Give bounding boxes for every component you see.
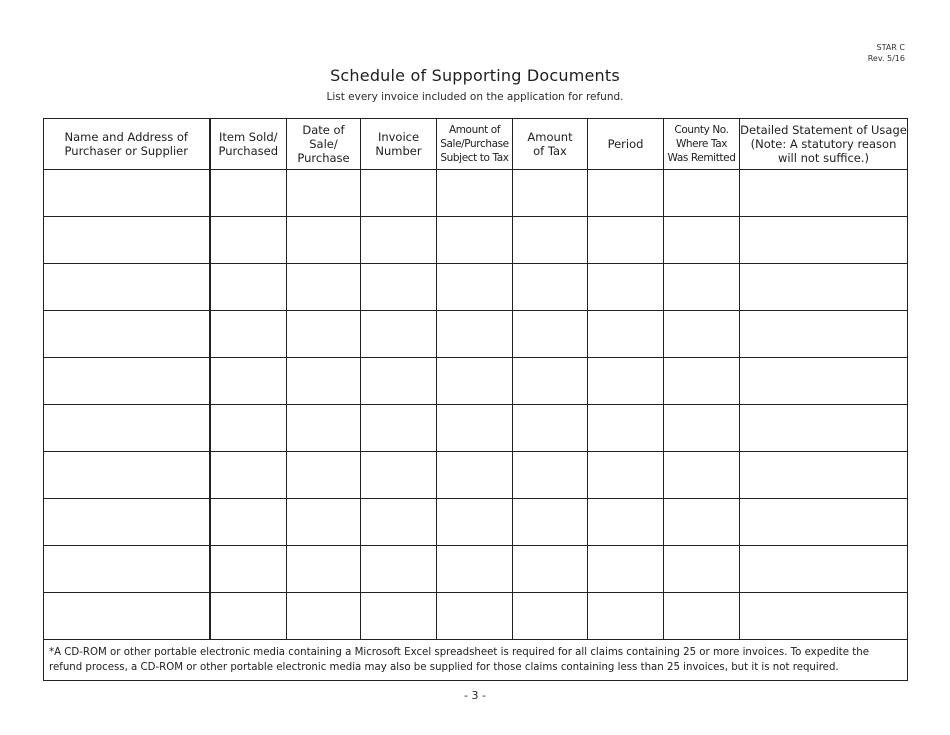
table-cell[interactable] — [513, 311, 588, 358]
table-cell[interactable] — [210, 593, 287, 640]
table-cell[interactable] — [740, 217, 908, 264]
table-cell[interactable] — [740, 311, 908, 358]
table-cell[interactable] — [740, 452, 908, 499]
table-row — [44, 499, 908, 546]
header-line: Where Tax — [675, 138, 728, 150]
table-cell[interactable] — [513, 405, 588, 452]
table-cell[interactable] — [361, 405, 437, 452]
table-cell[interactable] — [664, 358, 740, 405]
table-cell[interactable] — [361, 311, 437, 358]
table-cell[interactable] — [44, 311, 210, 358]
header-line: of Tax — [533, 144, 567, 158]
table-cell[interactable] — [664, 264, 740, 311]
header-date-of-sale — [287, 119, 361, 170]
table-cell[interactable] — [740, 358, 908, 405]
header-line: Purchase — [297, 151, 350, 165]
table-cell[interactable] — [588, 546, 664, 593]
table-cell[interactable] — [44, 170, 210, 217]
table-cell[interactable] — [287, 311, 361, 358]
header-name-address — [44, 119, 210, 170]
table-cell[interactable] — [361, 170, 437, 217]
page-number: - 3 - — [464, 689, 486, 702]
table-cell[interactable] — [44, 264, 210, 311]
table-cell[interactable] — [740, 405, 908, 452]
form-code-label: STAR C — [876, 43, 905, 52]
header-line: Date of — [302, 123, 345, 137]
table-cell[interactable] — [44, 593, 210, 640]
table-cell[interactable] — [361, 217, 437, 264]
header-amount-subject-to-tax — [437, 119, 513, 170]
table-header-row — [44, 119, 908, 170]
header-line: Purchased — [218, 144, 279, 158]
table-cell[interactable] — [740, 546, 908, 593]
table-row — [44, 546, 908, 593]
table-cell[interactable] — [44, 546, 210, 593]
table-cell[interactable] — [287, 405, 361, 452]
header-line: Amount of — [448, 124, 501, 136]
table-cell[interactable] — [664, 593, 740, 640]
page-title: Schedule of Supporting Documents — [330, 66, 620, 85]
table-cell[interactable] — [437, 311, 513, 358]
header-line: will not suffice.) — [777, 151, 870, 165]
table-cell[interactable] — [588, 170, 664, 217]
table-cell[interactable] — [44, 358, 210, 405]
table-cell[interactable] — [210, 264, 287, 311]
table-cell[interactable] — [44, 217, 210, 264]
table-cell[interactable] — [437, 170, 513, 217]
header-line: Purchaser or Supplier — [64, 144, 188, 158]
table-cell[interactable] — [588, 593, 664, 640]
header-line: Detailed Statement of Usage — [740, 123, 907, 137]
table-cell[interactable] — [361, 452, 437, 499]
table-cell[interactable] — [210, 546, 287, 593]
supporting-documents-table — [43, 118, 908, 681]
table-cell[interactable] — [588, 217, 664, 264]
table-cell[interactable] — [437, 405, 513, 452]
table-body — [44, 170, 908, 640]
table-cell[interactable] — [287, 217, 361, 264]
table-cell[interactable] — [210, 217, 287, 264]
table-row — [44, 170, 908, 217]
table-cell[interactable] — [664, 405, 740, 452]
table-row — [44, 311, 908, 358]
header-county-number — [664, 119, 740, 170]
footnote-row — [44, 640, 908, 681]
table-cell[interactable] — [664, 546, 740, 593]
table-cell[interactable] — [437, 499, 513, 546]
table-cell[interactable] — [664, 170, 740, 217]
table-cell[interactable] — [513, 499, 588, 546]
table-cell[interactable] — [287, 593, 361, 640]
table-cell[interactable] — [437, 264, 513, 311]
table-row — [44, 593, 908, 640]
table-cell[interactable] — [588, 452, 664, 499]
header-line: (Note: A statutory reason — [750, 137, 897, 151]
table-cell[interactable] — [287, 170, 361, 217]
table-cell[interactable] — [437, 217, 513, 264]
header-line: Name and Address of — [64, 130, 188, 144]
table-cell[interactable] — [44, 405, 210, 452]
table-cell[interactable] — [740, 593, 908, 640]
form-revision: Rev. 5/16 — [867, 54, 905, 63]
table-cell[interactable] — [588, 499, 664, 546]
table-row — [44, 452, 908, 499]
header-amount-of-tax — [513, 119, 588, 170]
header-line: Sale/Purchase — [440, 138, 509, 150]
header-line: Sale/ — [309, 137, 338, 151]
table-cell[interactable] — [44, 452, 210, 499]
header-item-sold — [210, 119, 287, 170]
header-invoice-number — [361, 119, 437, 170]
table-cell[interactable] — [513, 593, 588, 640]
table-cell[interactable] — [437, 452, 513, 499]
header-line: Item Sold/ — [218, 130, 278, 144]
header-line: Was Remitted — [667, 152, 736, 164]
table-cell[interactable] — [437, 593, 513, 640]
table-cell[interactable] — [361, 499, 437, 546]
table-cell[interactable] — [740, 499, 908, 546]
table-cell[interactable] — [588, 405, 664, 452]
table-cell[interactable] — [513, 546, 588, 593]
table-cell[interactable] — [210, 405, 287, 452]
table-cell[interactable] — [361, 358, 437, 405]
table-cell[interactable] — [588, 358, 664, 405]
table-cell[interactable] — [513, 217, 588, 264]
table-cell[interactable] — [513, 358, 588, 405]
table-cell[interactable] — [664, 452, 740, 499]
header-line: Amount — [527, 130, 573, 144]
table-cell[interactable] — [287, 264, 361, 311]
table-cell[interactable] — [513, 452, 588, 499]
table-cell[interactable] — [287, 358, 361, 405]
table-row — [44, 405, 908, 452]
table-cell[interactable] — [210, 311, 287, 358]
header-line: Number — [375, 144, 422, 158]
header-line: Subject to Tax — [440, 152, 509, 164]
header-line: Period — [607, 137, 644, 151]
table-cell[interactable] — [664, 217, 740, 264]
table-cell[interactable] — [437, 358, 513, 405]
table-cell[interactable] — [287, 546, 361, 593]
table-row — [44, 264, 908, 311]
footnote: *A CD-ROM or other portable electronic media containing a Microsoft Excel spreadsheet is required for all claims containing 25 or more invoices. To expedite the refund process, a CD-ROM or other portable electronic media may also be supplied for those claims containing less than 25 invoices, but it is not required. — [44, 640, 908, 681]
page-subtitle: List every invoice included on the application for refund. — [326, 91, 624, 103]
table-cell[interactable] — [361, 593, 437, 640]
table-cell[interactable] — [740, 264, 908, 311]
table-row — [44, 358, 908, 405]
table-cell[interactable] — [664, 499, 740, 546]
form-code — [855, 42, 905, 64]
table-row — [44, 217, 908, 264]
header-detailed-statement — [740, 119, 908, 170]
table-cell[interactable] — [437, 546, 513, 593]
table-cell[interactable] — [664, 311, 740, 358]
table-cell[interactable] — [210, 170, 287, 217]
header-line: County No. — [674, 124, 729, 136]
table-cell[interactable] — [588, 311, 664, 358]
table-cell[interactable] — [740, 170, 908, 217]
table-cell[interactable] — [361, 264, 437, 311]
table-cell[interactable] — [513, 170, 588, 217]
table-cell[interactable] — [44, 499, 210, 546]
table-cell[interactable] — [287, 499, 361, 546]
header-line: Invoice — [377, 130, 420, 144]
table-cell[interactable] — [210, 452, 287, 499]
table-cell[interactable] — [287, 452, 361, 499]
table-cell[interactable] — [210, 358, 287, 405]
table-cell[interactable] — [588, 264, 664, 311]
header-period — [588, 119, 664, 170]
table-cell[interactable] — [513, 264, 588, 311]
table-cell[interactable] — [361, 546, 437, 593]
table-cell[interactable] — [210, 499, 287, 546]
